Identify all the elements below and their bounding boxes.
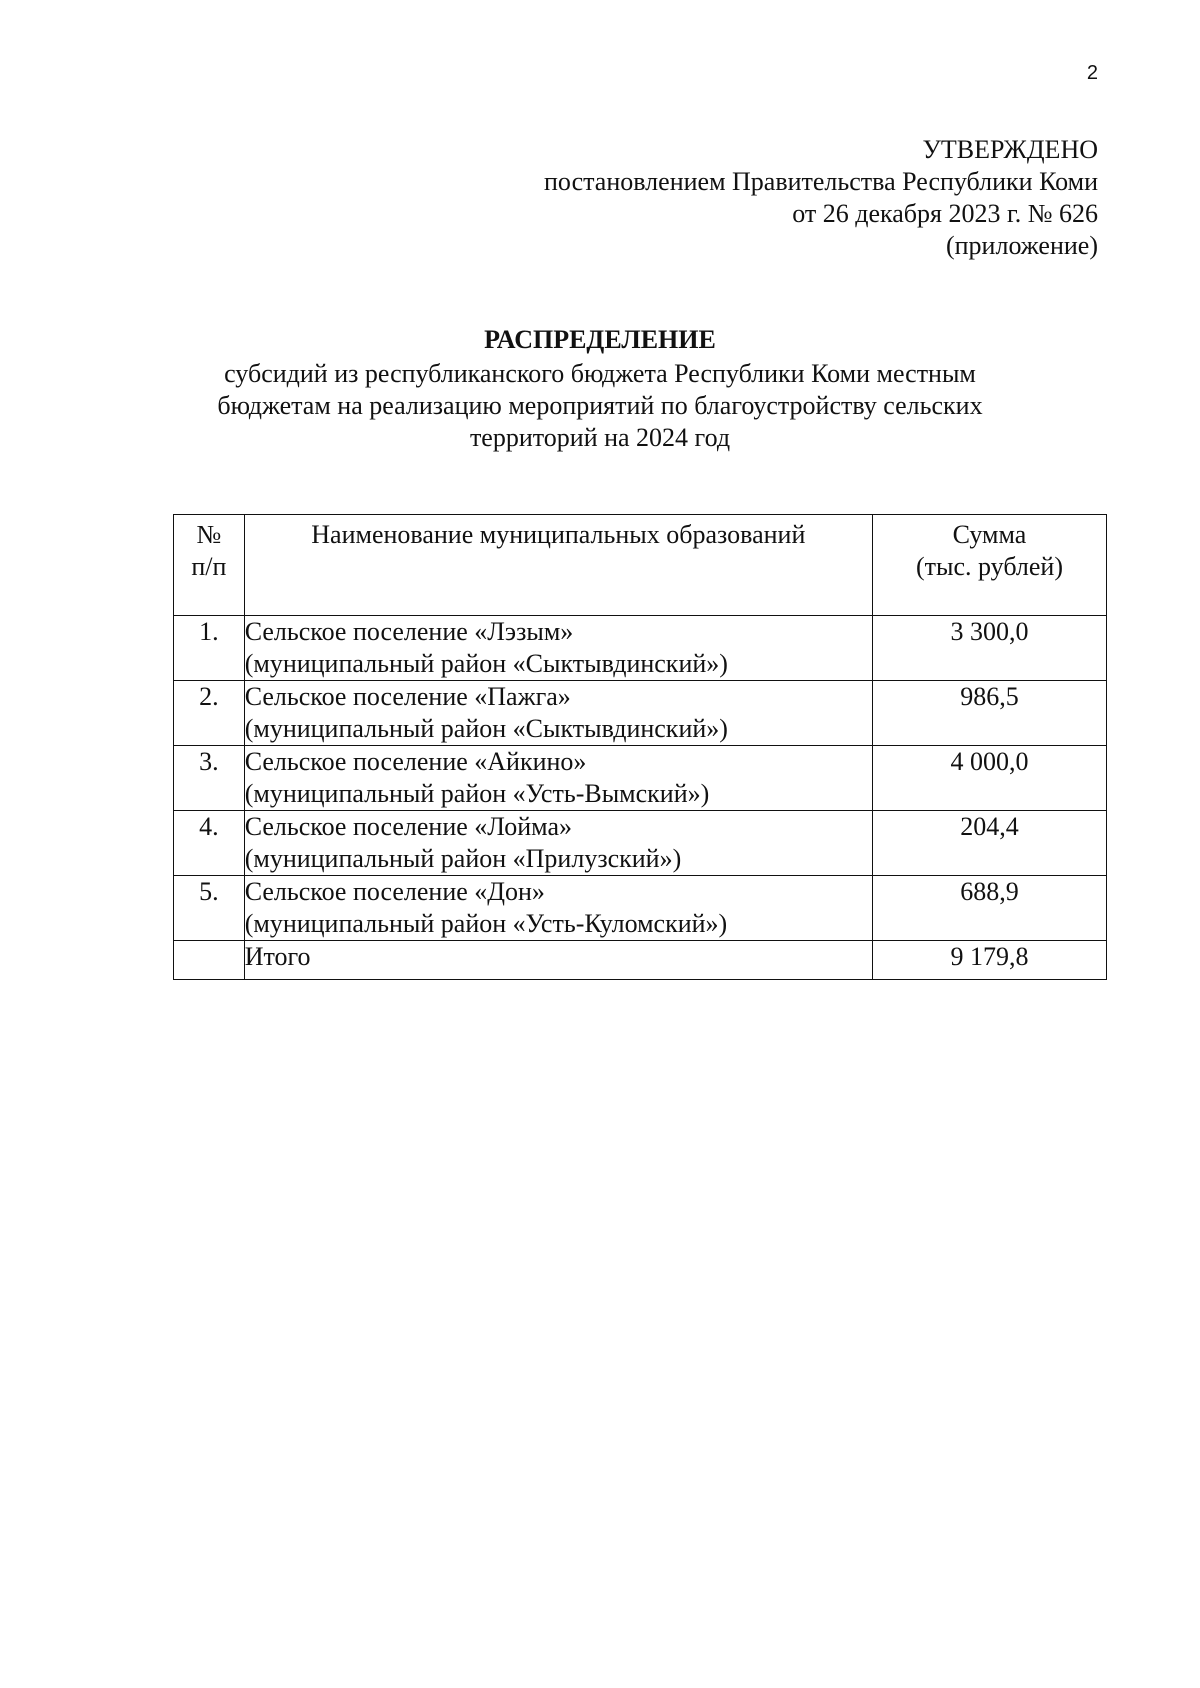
document-title: РАСПРЕДЕЛЕНИЕ (484, 325, 716, 354)
document-subtitle-line-1: субсидий из республиканского бюджета Республики Коми местным (224, 359, 976, 388)
district-name: (муниципальный район «Сыктывдинский») (244, 649, 728, 678)
table-row (174, 746, 1107, 811)
settlement-name: Сельское поселение «Пажга» (244, 682, 571, 711)
table-header-row (174, 515, 1107, 616)
document-subtitle-line-2: бюджетам на реализацию мероприятий по благоустройству сельских (217, 391, 983, 420)
district-name: (муниципальный район «Усть-Куломский») (244, 909, 728, 938)
total-label: Итого (244, 941, 872, 980)
table-total-row (174, 941, 1107, 980)
settlement-name: Сельское поселение «Дон» (244, 877, 545, 906)
approval-appendix: (приложение) (945, 231, 1098, 260)
row-sum: 688,9 (872, 876, 1106, 941)
row-name (244, 681, 872, 746)
district-name: (муниципальный район «Сыктывдинский») (244, 714, 728, 743)
table-row (174, 681, 1107, 746)
approval-date: от 26 декабря 2023 г. № 626 (792, 199, 1098, 228)
row-sum: 4 000,0 (872, 746, 1106, 811)
row-name (244, 811, 872, 876)
settlement-name: Сельское поселение «Айкино» (244, 747, 587, 776)
header-sum: Сумма (тыс. рублей) (872, 515, 1106, 616)
header-name: Наименование муниципальных образований (244, 515, 872, 616)
distribution-table (173, 514, 1107, 980)
approval-decree: постановлением Правительства Республики Коми (544, 167, 1098, 196)
row-sum: 3 300,0 (872, 616, 1106, 681)
table-row (174, 616, 1107, 681)
document-subtitle-line-3: территорий на 2024 год (469, 423, 731, 452)
header-number: № п/п (174, 515, 245, 616)
row-sum: 986,5 (872, 681, 1106, 746)
settlement-name: Сельское поселение «Лойма» (244, 812, 573, 841)
district-name: (муниципальный район «Прилузский») (244, 844, 682, 873)
table-row (174, 811, 1107, 876)
approval-block (544, 134, 1098, 262)
row-sum: 204,4 (872, 811, 1106, 876)
row-number: 1. (174, 616, 245, 681)
district-name: (муниципальный район «Усть-Вымский») (244, 779, 710, 808)
row-number: 3. (174, 746, 245, 811)
row-name (244, 616, 872, 681)
row-number: 2. (174, 681, 245, 746)
document-title-block (0, 324, 1200, 454)
total-sum: 9 179,8 (872, 941, 1106, 980)
row-name (244, 746, 872, 811)
page-number: 2 (1086, 62, 1098, 84)
approval-heading: УТВЕРЖДЕНО (922, 135, 1098, 164)
total-number-cell (174, 941, 245, 980)
settlement-name: Сельское поселение «Лэзым» (244, 617, 574, 646)
row-number: 4. (174, 811, 245, 876)
row-number: 5. (174, 876, 245, 941)
table-row (174, 876, 1107, 941)
row-name (244, 876, 872, 941)
